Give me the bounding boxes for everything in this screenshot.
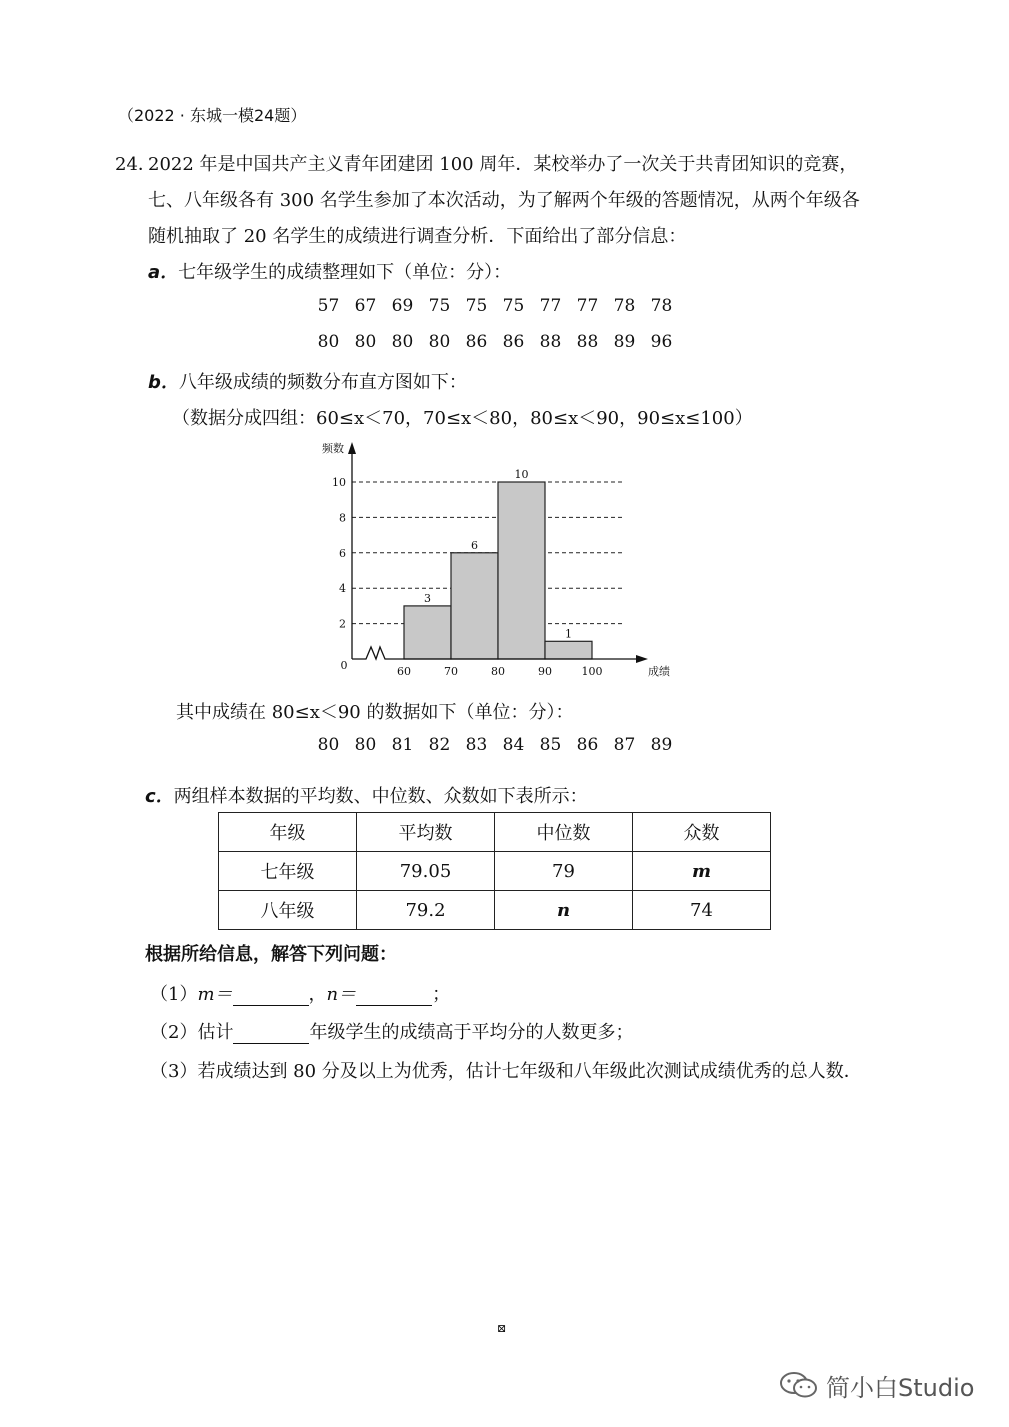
table-header-cell: 平均数 (357, 813, 495, 852)
problem-number: 24． (115, 154, 156, 175)
score-cell: 96 (650, 332, 673, 352)
question-1 (150, 980, 450, 1006)
part-c-text: 两组样本数据的平均数、中位数、众数如下表所示： (173, 786, 588, 807)
table-cell: m (633, 852, 771, 891)
score-cell: 80 (428, 332, 451, 352)
origin-label: 0 (340, 659, 348, 672)
score-cell: 78 (613, 296, 636, 316)
x-tick-label: 80 (491, 665, 505, 678)
part-b-groups: （数据分成四组：60≤x＜70，70≤x＜80，80≤x＜90，90≤x≤100） (172, 408, 753, 429)
score-cell: 86 (502, 332, 525, 352)
score-cell: 57 (317, 296, 340, 316)
table-cell: 79 (495, 852, 633, 891)
q1-m: m＝ (197, 984, 233, 1005)
score-cell: 81 (391, 735, 414, 755)
part-b-line (148, 368, 467, 394)
score-cell: 88 (576, 332, 599, 352)
y-tick-label: 10 (332, 476, 346, 489)
grade7-scores-row-2 (310, 332, 690, 354)
score-cell: 75 (502, 296, 525, 316)
score-cell: 86 (576, 735, 599, 755)
y-tick-label: 6 (339, 546, 346, 560)
question-3: （3）若成绩达到 80 分及以上为优秀，估计七年级和八年级此次测试成绩优秀的总人数． (150, 1061, 862, 1082)
table-cell: n (495, 891, 633, 930)
intro-line-3: 随机抽取了 20 名学生的成绩进行调查分析．下面给出了部分信息： (148, 226, 687, 247)
y-tick-label: 2 (339, 617, 346, 631)
q1-n: n＝ (326, 984, 357, 1005)
score-cell: 86 (465, 332, 488, 352)
bar-value-label: 3 (424, 591, 431, 605)
score-cell: 80 (354, 735, 377, 755)
q2-blank[interactable] (233, 1025, 309, 1044)
score-cell: 77 (539, 296, 562, 316)
part-b-text: 八年级成绩的频数分布直方图如下： (178, 372, 467, 393)
x-tick-label: 100 (581, 665, 603, 678)
histogram-bar (545, 641, 592, 659)
watermark-text: 简小白Studio (826, 1374, 975, 1402)
score-cell: 82 (428, 735, 451, 755)
x-tick-label: 70 (444, 665, 458, 678)
score-cell: 88 (539, 332, 562, 352)
table-header-cell: 众数 (633, 813, 771, 852)
histogram-chart (300, 436, 700, 686)
score-cell: 80 (317, 735, 340, 755)
x-axis-label: 成绩 (648, 665, 670, 678)
answer-heading: 根据所给信息，解答下列问题： (145, 944, 397, 965)
part-a-line (148, 258, 511, 284)
q1-n-blank[interactable] (356, 987, 432, 1006)
x-tick-label: 90 (538, 665, 552, 678)
table-cell: 79.05 (357, 852, 495, 891)
score-cell: 89 (613, 332, 636, 352)
part-a-text: 七年级学生的成绩整理如下（单位：分）： (178, 262, 512, 283)
q1-sep: ， (308, 984, 327, 1005)
x-axis-arrow (636, 655, 648, 663)
q2-suffix: 年级学生的成绩高于平均分的人数更多； (309, 1022, 634, 1043)
intro-line-2: 七、八年级各有 300 名学生参加了本次活动，为了解两个年级的答题情况，从两个年级各 (148, 190, 860, 211)
table-cell: 八年级 (219, 891, 357, 930)
q2-prefix: （2）估计 (150, 1022, 234, 1043)
score-cell: 89 (650, 735, 673, 755)
y-axis-arrow (348, 442, 356, 454)
grade8-80s-row (310, 735, 690, 757)
table-header-cell: 中位数 (495, 813, 633, 852)
score-cell: 80 (354, 332, 377, 352)
score-cell: 80 (391, 332, 414, 352)
part-c-label: c． (145, 786, 174, 807)
y-tick-label: 8 (339, 511, 346, 525)
table-cell: 79.2 (357, 891, 495, 930)
wechat-icon (778, 1370, 820, 1400)
score-cell: 69 (391, 296, 414, 316)
bar-value-label: 10 (514, 468, 529, 481)
intro-line-1: 2022 年是中国共产主义青年团建团 100 周年．某校举办了一次关于共青团知识的竞赛， (148, 154, 858, 175)
score-cell: 75 (465, 296, 488, 316)
source-tag: （2022 · 东城一模24题） (118, 106, 307, 125)
table-header-row (219, 813, 771, 852)
score-cell: 67 (354, 296, 377, 316)
sub-data-text: 其中成绩在 80≤x＜90 的数据如下（单位：分）： (176, 702, 574, 723)
q1-m-blank[interactable] (233, 987, 309, 1006)
bar-value-label: 6 (471, 538, 478, 552)
table-row (219, 852, 771, 891)
part-a-label: a． (148, 262, 179, 283)
score-cell: 83 (465, 735, 488, 755)
page-number: ⊠ (497, 1322, 507, 1335)
stats-table (218, 812, 771, 930)
histogram-bar (498, 482, 545, 659)
table-cell: 七年级 (219, 852, 357, 891)
score-cell: 75 (428, 296, 451, 316)
score-cell: 85 (539, 735, 562, 755)
score-cell: 80 (317, 332, 340, 352)
table-cell: 74 (633, 891, 771, 930)
y-axis-label: 频数 (322, 442, 344, 455)
bar-value-label: 1 (565, 627, 572, 641)
table-row (219, 891, 771, 930)
table-header-cell: 年级 (219, 813, 357, 852)
question-2 (150, 1018, 633, 1044)
part-b-label: b． (148, 372, 179, 393)
score-cell: 78 (650, 296, 673, 316)
score-cell: 87 (613, 735, 636, 755)
x-tick-label: 60 (397, 665, 411, 678)
part-c-line (145, 782, 588, 808)
grade7-scores-row-1 (310, 296, 690, 318)
q1-prefix: （1） (150, 984, 198, 1005)
y-tick-label: 4 (339, 582, 346, 596)
q1-end: ； (432, 984, 451, 1005)
histogram-bar (404, 606, 451, 659)
score-cell: 84 (502, 735, 525, 755)
histogram-bar (451, 553, 498, 659)
score-cell: 77 (576, 296, 599, 316)
